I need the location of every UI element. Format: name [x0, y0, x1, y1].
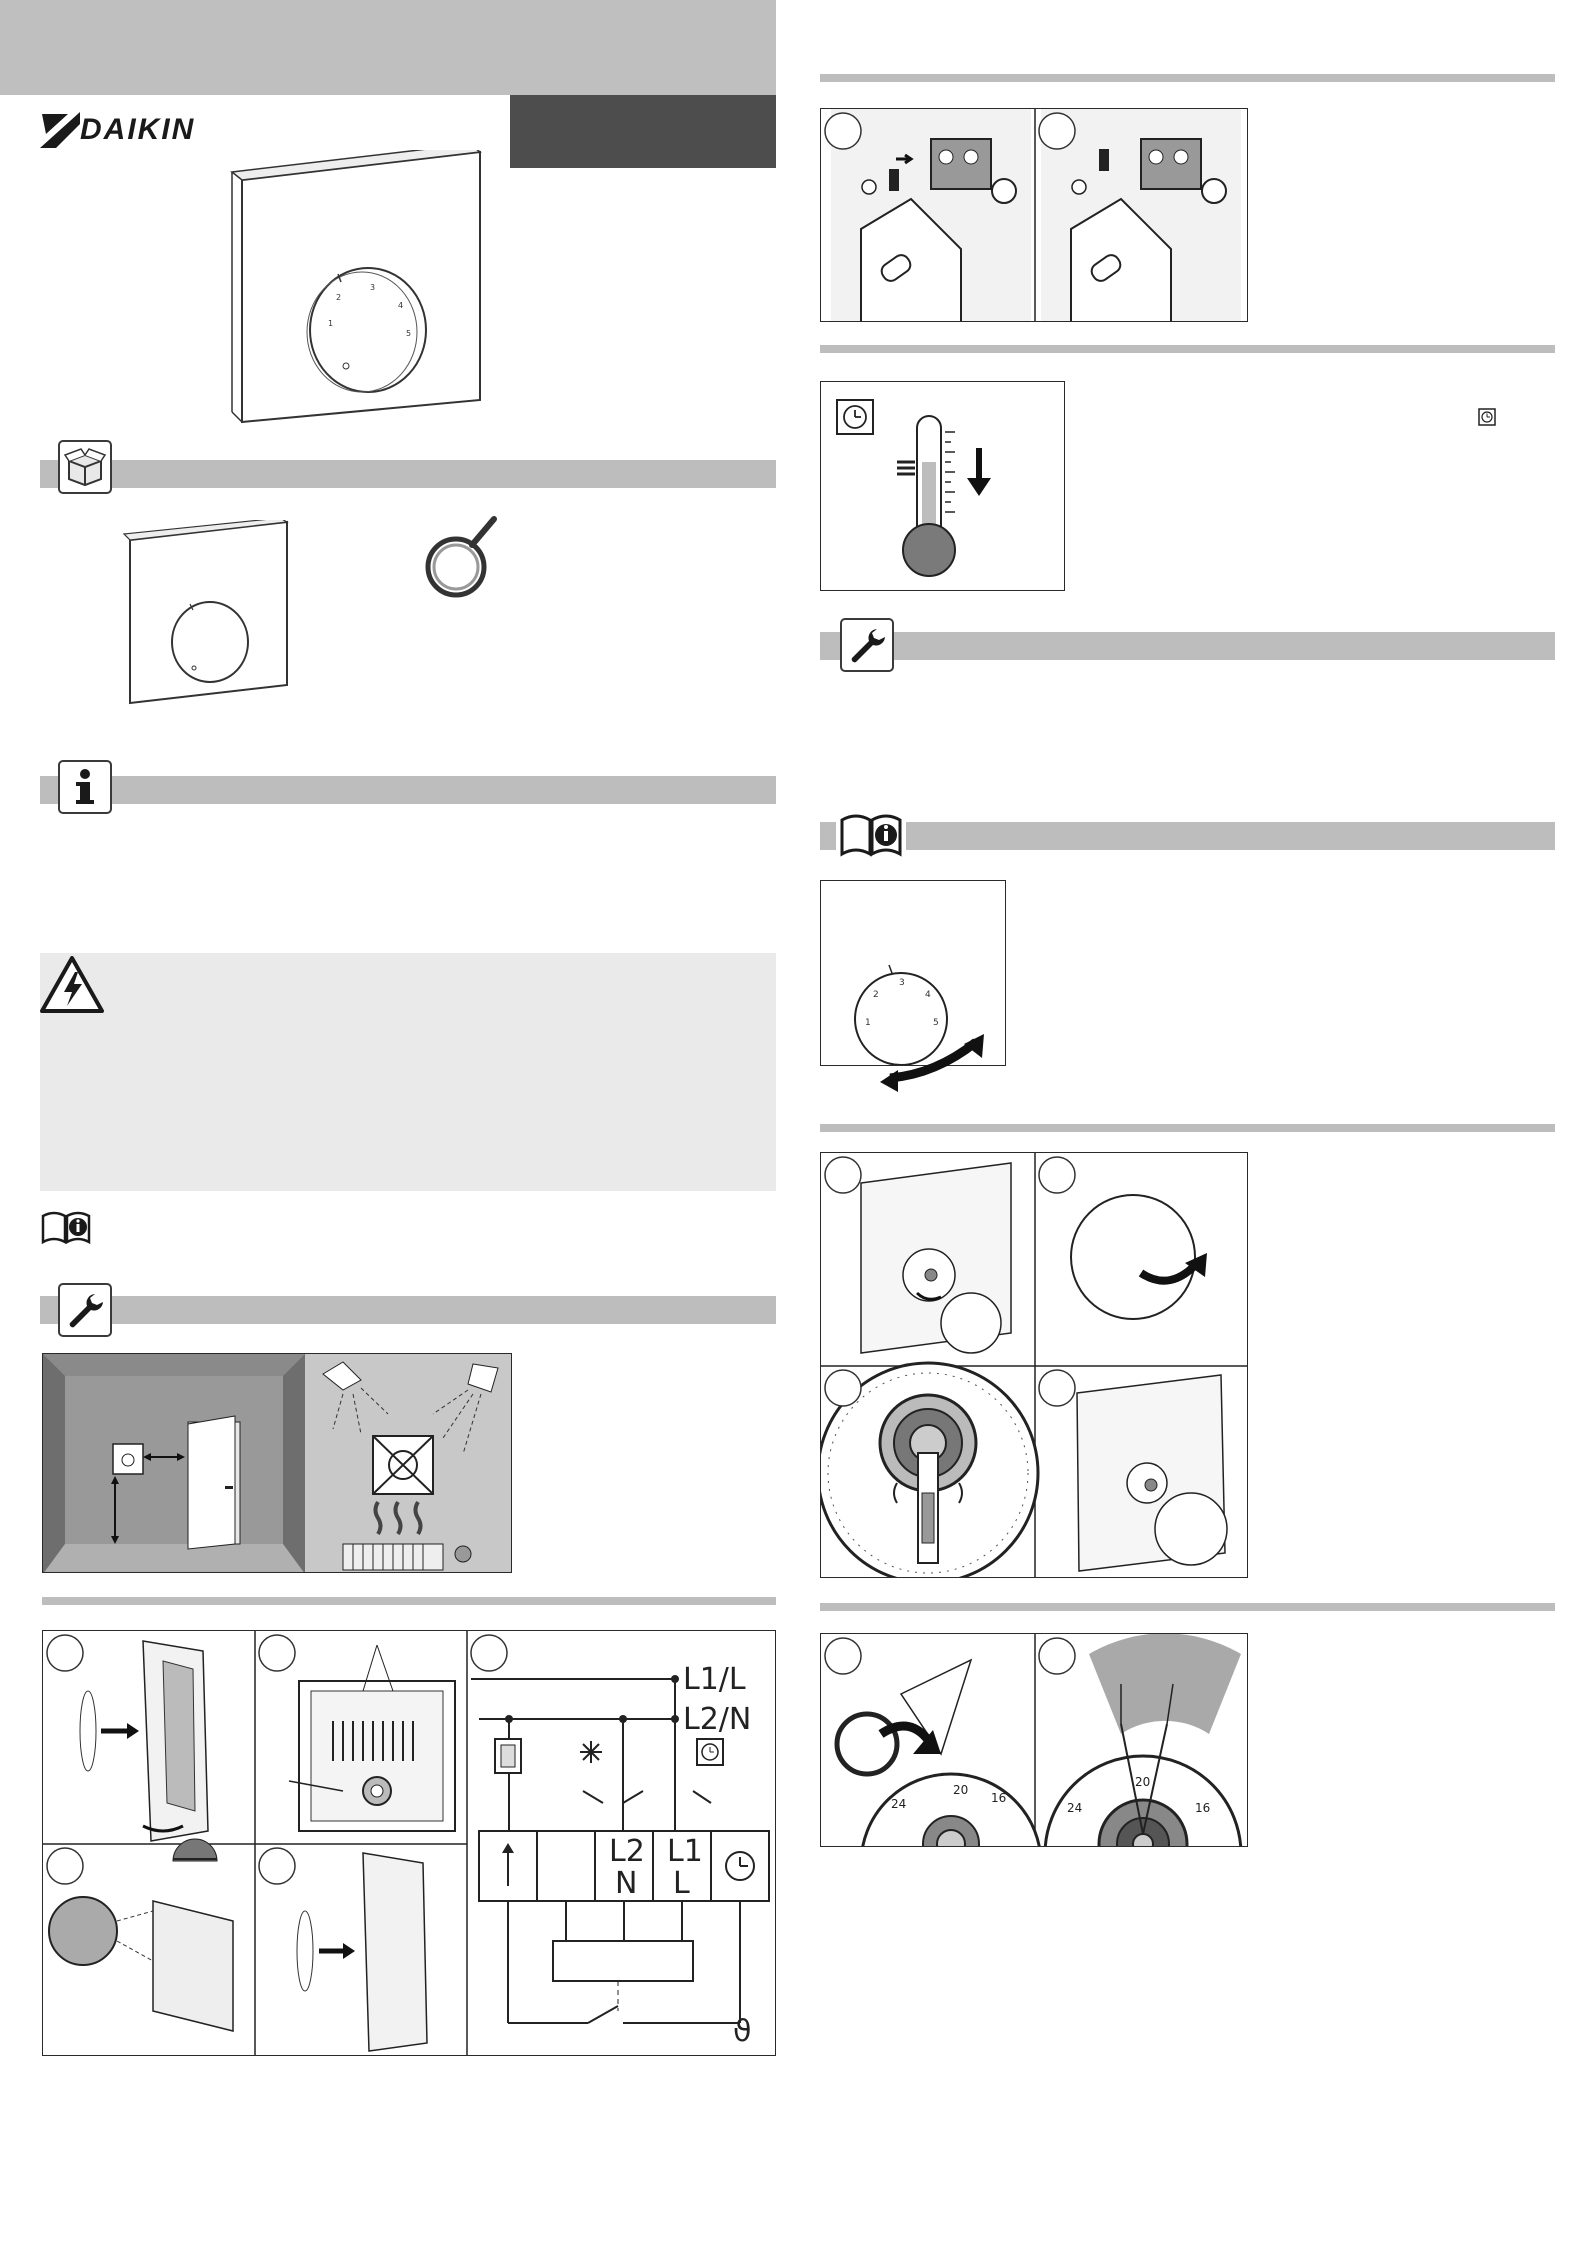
- section-bar-service: [820, 632, 1555, 660]
- daikin-logo-text: DAIKIN: [80, 113, 196, 146]
- separator-bar-right-2: [820, 345, 1555, 353]
- daikin-logo: [40, 110, 195, 150]
- terminal-l1-top: L1: [667, 1834, 703, 1869]
- terminal-l2-bottom: N: [615, 1866, 638, 1901]
- installation-steps-grid: [42, 1630, 776, 2056]
- scale-tick-20-right: 20: [1135, 1775, 1151, 1789]
- jumper-setting-image: [820, 108, 1248, 322]
- rotate-arrow-icon: [876, 1030, 996, 1100]
- key-ring-tool-icon: [420, 515, 505, 605]
- info-icon: [58, 760, 112, 814]
- scale-tick-24-left: 24: [891, 1797, 907, 1811]
- header-band: [0, 0, 776, 95]
- dial-number-2: 2: [873, 990, 879, 1000]
- separator-bar-left: [42, 1597, 776, 1605]
- warning-block: [40, 953, 776, 1191]
- electrical-hazard-icon: [40, 956, 104, 1014]
- dial-number-5: 5: [933, 1018, 939, 1028]
- terminal-l2-top: L2: [609, 1834, 645, 1869]
- thermostat-contents-image: [122, 520, 297, 705]
- thermostat-product-image: [230, 150, 490, 430]
- section-bar-contents: [40, 460, 776, 488]
- section-bar-info: [40, 776, 776, 804]
- dial-number-3: 3: [899, 978, 905, 988]
- dial-removal-steps-image: [820, 1152, 1248, 1578]
- section-bar-installation: [40, 1296, 776, 1324]
- dial-number-4: 4: [925, 990, 931, 1000]
- separator-bar-right-3: [820, 1124, 1555, 1132]
- separator-bar-right-1: [820, 74, 1555, 82]
- mounting-location-image: [42, 1353, 512, 1573]
- svg-text:4: 4: [398, 301, 404, 310]
- scale-tick-20-left: 20: [953, 1783, 969, 1797]
- section-bar-operation: [820, 822, 1555, 850]
- dial-number-1: 1: [865, 1018, 871, 1028]
- manual-icon-box: [836, 808, 906, 862]
- svg-text:3: 3: [370, 283, 376, 292]
- night-setback-image: [820, 381, 1065, 591]
- theta-symbol: ϑ: [733, 2014, 752, 2049]
- manual-info-icon: [40, 1210, 92, 1246]
- line-l2-label: L2/N: [683, 1702, 752, 1737]
- separator-bar-right-4: [820, 1603, 1555, 1611]
- wrench-icon-service: [840, 618, 894, 672]
- svg-text:2: 2: [336, 293, 342, 302]
- header-dark-tab: [510, 95, 776, 168]
- svg-text:1: 1: [328, 319, 334, 328]
- box-icon: [58, 440, 112, 494]
- temperature-limit-image: [820, 1633, 1248, 1847]
- line-l1-label: L1/L: [683, 1662, 746, 1697]
- clock-symbol-icon: [1478, 408, 1496, 426]
- svg-text:5: 5: [406, 329, 412, 338]
- daikin-logo-mark: [40, 112, 80, 148]
- wrench-icon: [58, 1283, 112, 1337]
- scale-tick-16-right: 16: [1195, 1801, 1211, 1815]
- terminal-l1-bottom: L: [673, 1866, 690, 1901]
- scale-tick-24-right: 24: [1067, 1801, 1083, 1815]
- scale-tick-16-left: 16: [991, 1791, 1007, 1805]
